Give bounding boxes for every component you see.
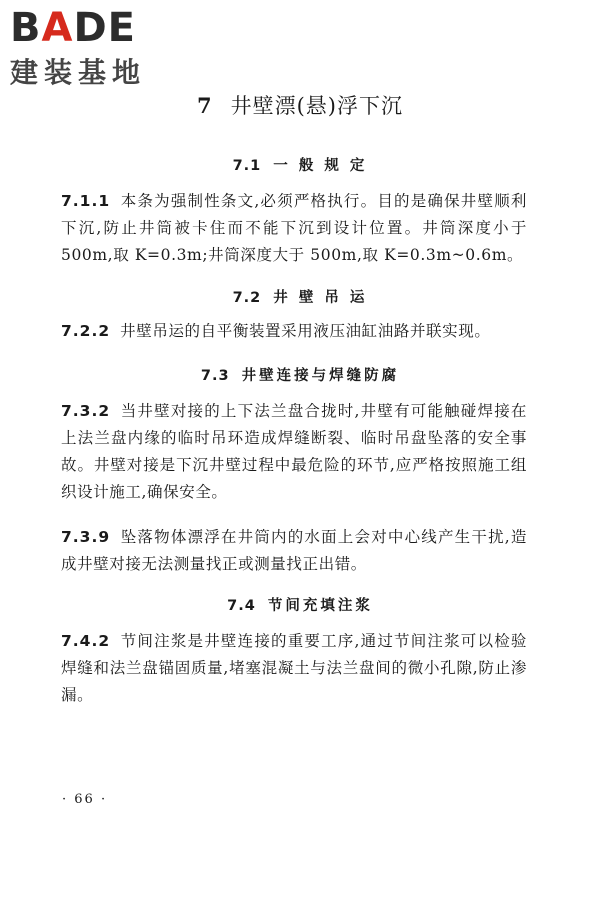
chapter-number: 7 xyxy=(196,93,213,118)
watermark-brand: BADE xyxy=(10,5,136,51)
clause-number: 7.2.2 xyxy=(61,322,111,340)
clause-text: 节间注浆是井壁连接的重要工序,通过节间注浆可以检验焊缝和法兰盘锚固质量,堵塞混凝土与法兰盘间的微小孔隙,防止渗漏。 xyxy=(61,632,527,704)
clause-text: 本条为强制性条文,必须严格执行。目的是确保井壁顺利下沉,防止井筒被卡住而不能下沉到设计位置。井筒深度小于500m,取 K=0.3m;井筒深度大于 500m,取 K=0.3m~0.6m。 xyxy=(61,192,527,264)
watermark-logo xyxy=(10,6,180,90)
clause-number: 7.4.2 xyxy=(61,632,111,650)
section-heading-7-3: 7.3 井壁连接与焊缝防腐 xyxy=(200,368,400,384)
page-number: · 66 · xyxy=(62,792,108,807)
clause-text: 坠落物体漂浮在井筒内的水面上会对中心线产生干扰,造成井壁对接无法测量找正或测量找正出错。 xyxy=(61,528,527,573)
watermark-subtitle: 建装基地 xyxy=(10,56,147,89)
section-heading-7-1: 7.1 一 般 规 定 xyxy=(232,158,368,174)
clause-7-2-2 xyxy=(61,318,527,345)
clause-text: 当井壁对接的上下法兰盘合拢时,井壁有可能触碰焊接在上法兰盘内缘的临时吊环造成焊缝断裂、临时吊盘坠落的安全事故。井壁对接是下沉井壁过程中最危险的环节,应严格按照施工组织设计施工,确保安全。 xyxy=(61,402,527,501)
clause-text: 井壁吊运的自平衡装置采用液压油缸油路并联实现。 xyxy=(120,322,491,340)
chapter-title xyxy=(0,90,600,120)
clause-7-4-2 xyxy=(61,628,527,709)
clause-7-3-2 xyxy=(61,398,527,506)
clause-7-1-1 xyxy=(61,188,527,269)
section-heading-7-4: 7.4 节间充填注浆 xyxy=(227,598,373,614)
clause-number: 7.3.9 xyxy=(61,528,111,546)
chapter-title-text: 井壁漂(悬)浮下沉 xyxy=(230,94,403,118)
clause-7-3-9 xyxy=(61,524,527,578)
section-heading-7-2: 7.2 井 壁 吊 运 xyxy=(232,290,368,306)
clause-number: 7.3.2 xyxy=(61,402,111,420)
clause-number: 7.1.1 xyxy=(61,192,111,210)
